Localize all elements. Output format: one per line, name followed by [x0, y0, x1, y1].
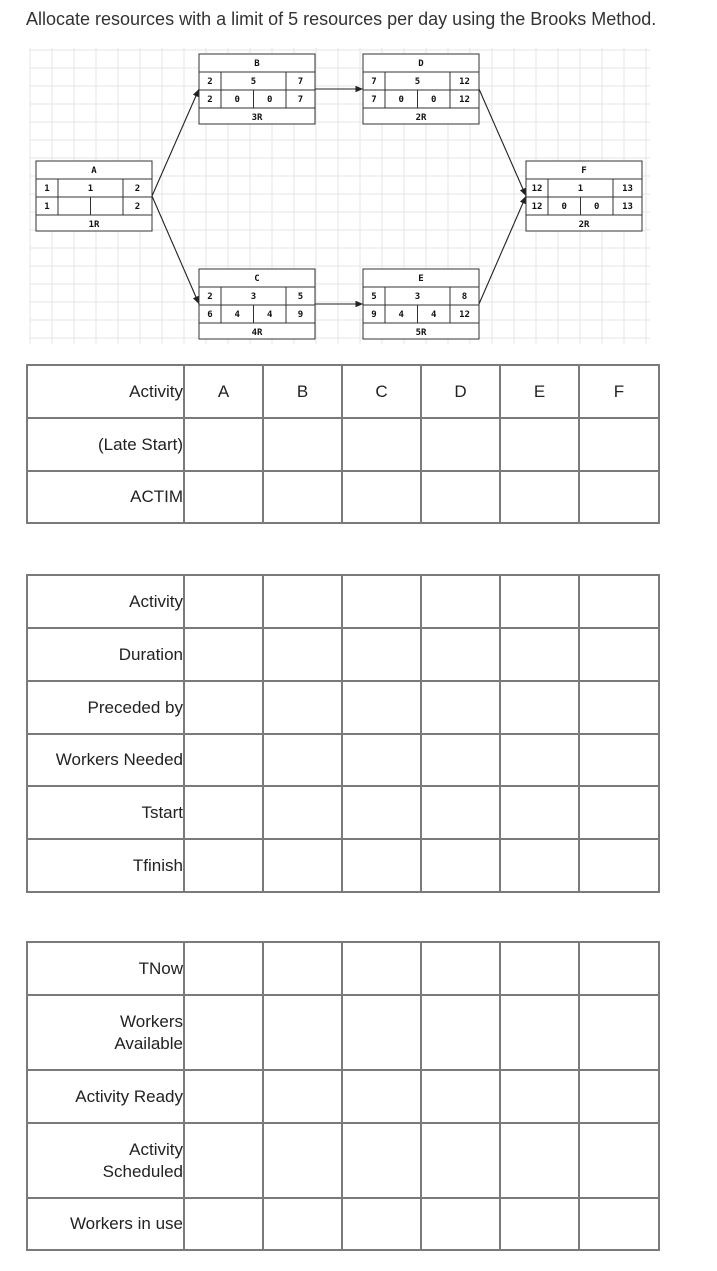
- row-label: Preceded by: [27, 681, 184, 734]
- answer-cell[interactable]: [421, 995, 500, 1070]
- resources: 4R: [251, 328, 263, 338]
- slack-left: 0: [398, 95, 404, 105]
- early-finish: 12: [459, 77, 470, 87]
- scheduling-table: [26, 941, 660, 1251]
- answer-cell[interactable]: [184, 995, 263, 1070]
- answer-cell[interactable]: [342, 734, 421, 786]
- answer-cell[interactable]: [421, 471, 500, 523]
- column-header: D: [421, 365, 500, 418]
- answer-cell[interactable]: [579, 471, 659, 523]
- early-start: 2: [207, 77, 213, 87]
- answer-cell[interactable]: [421, 1123, 500, 1198]
- table-row: [27, 734, 659, 786]
- answer-cell[interactable]: [421, 786, 500, 839]
- answer-cell[interactable]: [184, 786, 263, 839]
- answer-cell[interactable]: [579, 418, 659, 471]
- activity-table: [26, 574, 660, 893]
- row-label: Activity Scheduled: [27, 1123, 184, 1198]
- answer-cell[interactable]: [263, 575, 342, 628]
- slack-right: 0: [267, 95, 273, 105]
- activity-node-A: [36, 161, 152, 231]
- late-finish: 9: [297, 310, 304, 320]
- table-row: [27, 1070, 659, 1123]
- late-start: 12: [531, 202, 543, 212]
- node-name: F: [581, 166, 587, 176]
- answer-cell[interactable]: [184, 575, 263, 628]
- answer-cell[interactable]: [184, 839, 263, 892]
- resources: 3R: [251, 113, 263, 123]
- early-start: 7: [371, 77, 377, 87]
- answer-cell[interactable]: [500, 1198, 579, 1250]
- answer-cell[interactable]: [263, 1198, 342, 1250]
- slack-left: 0: [234, 95, 240, 105]
- late-finish: 7: [297, 95, 304, 105]
- row-label: ACTIM: [27, 471, 184, 523]
- early-finish: 13: [622, 184, 633, 194]
- node-name: D: [418, 59, 424, 69]
- resources: 2R: [415, 113, 427, 123]
- late-finish: 12: [459, 95, 470, 105]
- answer-cell[interactable]: [263, 681, 342, 734]
- answer-cell[interactable]: [342, 681, 421, 734]
- slack-left: 4: [234, 310, 240, 320]
- answer-cell[interactable]: [500, 471, 579, 523]
- table-row: [27, 1123, 659, 1198]
- row-label: (Late Start): [27, 418, 184, 471]
- answer-cell[interactable]: [421, 681, 500, 734]
- answer-cell[interactable]: [263, 942, 342, 995]
- answer-cell[interactable]: [263, 1123, 342, 1198]
- resources: 5R: [415, 328, 427, 338]
- answer-cell[interactable]: [263, 786, 342, 839]
- answer-cell[interactable]: [184, 628, 263, 681]
- early-start: 1: [44, 184, 50, 194]
- late-start: 9: [371, 310, 377, 320]
- resources: 1R: [88, 220, 100, 230]
- early-finish: 2: [134, 184, 141, 194]
- duration: 3: [414, 292, 421, 302]
- answer-cell[interactable]: [500, 734, 579, 786]
- activity-node-C: [199, 269, 315, 339]
- answer-cell[interactable]: [342, 786, 421, 839]
- early-start: 12: [531, 184, 543, 194]
- row-label: Tfinish: [27, 839, 184, 892]
- answer-cell[interactable]: [263, 471, 342, 523]
- slack-right: 0: [594, 202, 600, 212]
- activity-node-B: [199, 54, 315, 124]
- early-finish: 7: [297, 77, 304, 87]
- answer-cell[interactable]: [263, 1070, 342, 1123]
- early-finish: 5: [297, 292, 304, 302]
- network-diagram: [0, 0, 717, 350]
- answer-cell[interactable]: [342, 1070, 421, 1123]
- node-name: E: [418, 274, 424, 284]
- answer-cell[interactable]: [421, 734, 500, 786]
- table-row: [27, 839, 659, 892]
- row-label: Workers in use: [27, 1198, 184, 1250]
- row-label: Activity: [27, 365, 184, 418]
- early-start: 2: [207, 292, 213, 302]
- answer-cell[interactable]: [579, 995, 659, 1070]
- answer-cell[interactable]: [500, 995, 579, 1070]
- late-finish: 12: [459, 310, 470, 320]
- column-header: F: [579, 365, 659, 418]
- table-row: [27, 786, 659, 839]
- answer-cell[interactable]: [579, 786, 659, 839]
- row-label: Workers Needed: [27, 734, 184, 786]
- answer-cell[interactable]: [579, 575, 659, 628]
- answer-cell[interactable]: [500, 681, 579, 734]
- answer-cell[interactable]: [500, 786, 579, 839]
- answer-cell[interactable]: [263, 995, 342, 1070]
- answer-cell[interactable]: [500, 1070, 579, 1123]
- activity-node-E: [363, 269, 479, 339]
- slack-left: 4: [398, 310, 404, 320]
- answer-cell[interactable]: [579, 839, 659, 892]
- answer-cell[interactable]: [421, 1198, 500, 1250]
- late-start: 2: [207, 95, 213, 105]
- answer-cell[interactable]: [342, 1198, 421, 1250]
- answer-cell[interactable]: [421, 575, 500, 628]
- answer-cell[interactable]: [184, 418, 263, 471]
- actim-table: [26, 364, 660, 524]
- edge-D-F: [479, 89, 526, 196]
- answer-cell[interactable]: [500, 839, 579, 892]
- answer-cell[interactable]: [579, 1123, 659, 1198]
- answer-cell[interactable]: [579, 734, 659, 786]
- answer-cell[interactable]: [342, 628, 421, 681]
- answer-cell[interactable]: [579, 1070, 659, 1123]
- slack-right: 4: [431, 310, 437, 320]
- table-row: [27, 942, 659, 995]
- node-name: B: [254, 59, 260, 69]
- answer-cell[interactable]: [263, 418, 342, 471]
- row-label: Duration: [27, 628, 184, 681]
- column-header: B: [263, 365, 342, 418]
- edge-A-B: [152, 89, 199, 196]
- late-start: 7: [371, 95, 377, 105]
- node-name: C: [254, 274, 260, 284]
- answer-cell[interactable]: [184, 734, 263, 786]
- duration: 1: [577, 184, 584, 194]
- table-row: [27, 1198, 659, 1250]
- answer-cell[interactable]: [342, 839, 421, 892]
- activity-node-F: [526, 161, 642, 231]
- row-label: Workers Available: [27, 995, 184, 1070]
- table-row: [27, 995, 659, 1070]
- answer-cell[interactable]: [342, 418, 421, 471]
- answer-cell[interactable]: [184, 471, 263, 523]
- answer-cell[interactable]: [579, 681, 659, 734]
- answer-cell[interactable]: [500, 575, 579, 628]
- answer-cell[interactable]: [263, 734, 342, 786]
- answer-cell[interactable]: [342, 1123, 421, 1198]
- answer-cell[interactable]: [184, 1070, 263, 1123]
- answer-cell[interactable]: [500, 418, 579, 471]
- row-label: Activity: [27, 575, 184, 628]
- column-header: C: [342, 365, 421, 418]
- column-header: E: [500, 365, 579, 418]
- early-start: 5: [371, 292, 377, 302]
- answer-cell[interactable]: [184, 681, 263, 734]
- answer-cell[interactable]: [421, 628, 500, 681]
- answer-cell[interactable]: [579, 942, 659, 995]
- table-row: [27, 365, 659, 418]
- answer-cell[interactable]: [421, 942, 500, 995]
- answer-cell[interactable]: [579, 1198, 659, 1250]
- late-start: 6: [207, 310, 213, 320]
- slack-left: 0: [561, 202, 567, 212]
- answer-cell[interactable]: [342, 942, 421, 995]
- answer-cell[interactable]: [421, 418, 500, 471]
- duration: 5: [250, 77, 257, 87]
- table-row: [27, 628, 659, 681]
- answer-cell[interactable]: [342, 995, 421, 1070]
- answer-cell[interactable]: [500, 1123, 579, 1198]
- answer-cell[interactable]: [263, 839, 342, 892]
- row-label: TNow: [27, 942, 184, 995]
- answer-cell[interactable]: [184, 1198, 263, 1250]
- slack-right: 0: [431, 95, 437, 105]
- answer-cell[interactable]: [500, 942, 579, 995]
- answer-cell[interactable]: [184, 1123, 263, 1198]
- slack-right: 4: [267, 310, 273, 320]
- answer-cell[interactable]: [421, 1070, 500, 1123]
- answer-cell[interactable]: [263, 628, 342, 681]
- duration: 1: [87, 184, 94, 194]
- node-name: A: [91, 166, 97, 176]
- table-row: [27, 575, 659, 628]
- table-row: [27, 681, 659, 734]
- duration: 3: [250, 292, 257, 302]
- resources: 2R: [578, 220, 590, 230]
- activity-node-D: [363, 54, 479, 124]
- early-finish: 8: [461, 292, 468, 302]
- late-start: 1: [44, 202, 50, 212]
- answer-cell[interactable]: [579, 628, 659, 681]
- row-label: Tstart: [27, 786, 184, 839]
- late-finish: 2: [134, 202, 141, 212]
- table-row: [27, 418, 659, 471]
- answer-cell[interactable]: [421, 839, 500, 892]
- answer-cell[interactable]: [342, 471, 421, 523]
- column-header: A: [184, 365, 263, 418]
- duration: 5: [414, 77, 421, 87]
- row-label: Activity Ready: [27, 1070, 184, 1123]
- table-row: [27, 471, 659, 523]
- answer-cell[interactable]: [500, 628, 579, 681]
- answer-cell[interactable]: [342, 575, 421, 628]
- answer-cell[interactable]: [184, 942, 263, 995]
- late-finish: 13: [622, 202, 633, 212]
- page-title: Allocate resources with a limit of 5 resources per day using the Brooks Method.: [26, 9, 657, 29]
